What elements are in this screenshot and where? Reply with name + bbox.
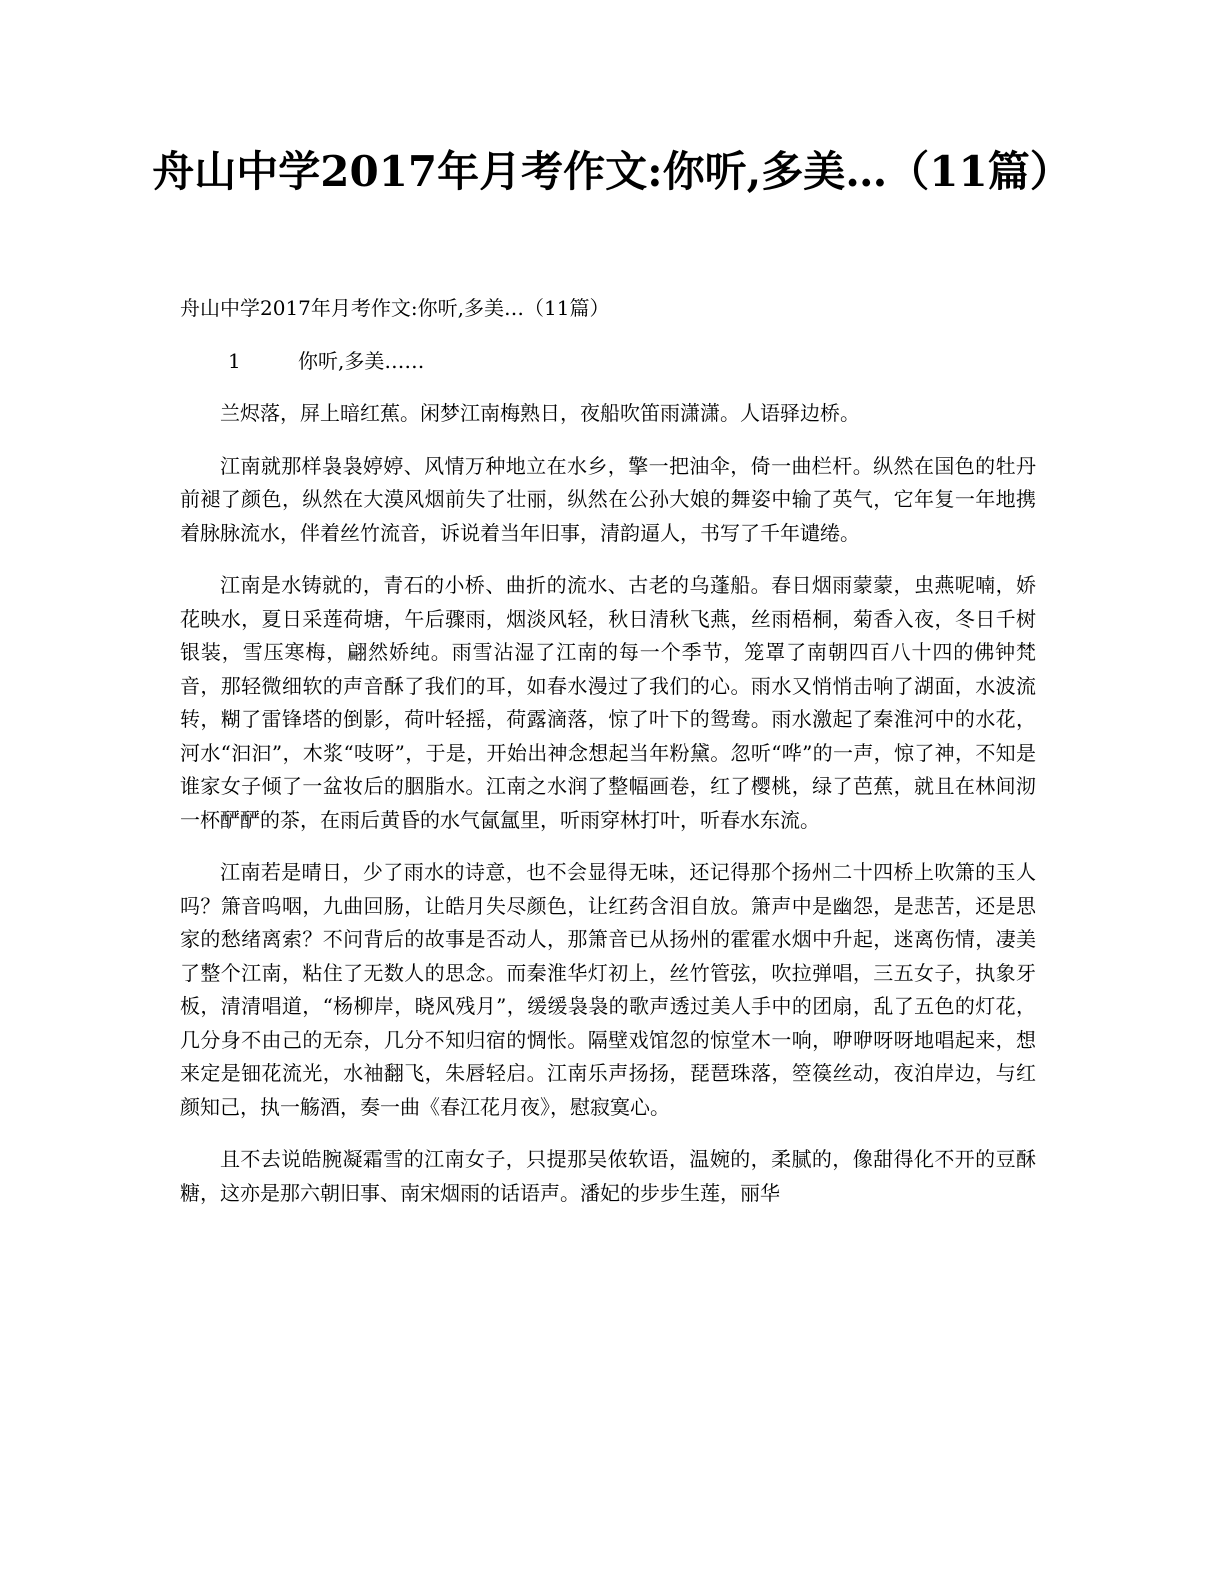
paragraph: 江南就那样袅袅婷婷、风情万种地立在水乡，擎一把油伞，倚一曲栏杆。纵然在国色的牡丹前褪了颜色，纵然在大漠风烟前失了壮丽，纵然在公孙大娘的舞姿中输了英气，它年复一年地携着脉脉流水，伴着丝竹流音，诉说着当年旧事，清韵逼人，书写了千年谴绻。 bbox=[180, 453, 1036, 545]
section-heading bbox=[180, 345, 1036, 379]
section-title: 你听,多美…… bbox=[298, 348, 425, 373]
section-number: 1 bbox=[228, 348, 241, 373]
paragraph: 兰烬落，屏上暗红蕉。闲梦江南梅熟日，夜船吹笛雨潇潇。人语驿边桥。 bbox=[220, 401, 860, 425]
document-subtitle: 舟山中学2017年月考作文:你听,多美…（11篇） bbox=[180, 296, 610, 320]
paragraph: 江南若是晴日，少了雨水的诗意，也不会显得无味，还记得那个扬州二十四桥上吹箫的玉人吗？箫音呜咽，九曲回肠，让皓月失尽颜色，让红药含泪自放。箫声中是幽怨，是悲苦，还是思家的愁绪离索？不问背后的故事是否动人，那箫音已从扬州的霍霍水烟中升起，迷离伤情，凄美了整个江南，粘住了无数人的思念。而秦淮华灯初上，丝竹管弦，吹拉弹唱，三五女子，执象牙板，清清唱道，“杨柳岸，晓风残月”，缓缓袅袅的歌声透过美人手中的团扇，乱了五色的灯花，几分身不由己的无奈，几分不知归宿的惆怅。隔壁戏馆忽的惊堂木一响，咿咿呀呀地唱起来，想来定是钿花流光，水袖翻飞，朱唇轻启。江南乐声扬扬，琵琶珠落，箜篌丝动，夜泊岸边，与红颜知己，执一觞酒，奏一曲《春江花月夜》，慰寂寞心。 bbox=[180, 860, 1036, 1119]
paragraph: 且不去说皓腕凝霜雪的江南女子，只提那吴侬软语，温婉的，柔腻的，像甜得化不开的豆酥糖，这亦是那六朝旧事、南宋烟雨的话语声。潘妃的步步生莲，丽华 bbox=[180, 1147, 1036, 1205]
paragraph: 江南是水铸就的，青石的小桥、曲折的流水、古老的乌蓬船。春日烟雨蒙蒙，虫燕呢喃，娇花映水，夏日采莲荷塘，午后骤雨，烟淡风轻，秋日清秋飞燕，丝雨梧桐，菊香入夜，冬日千树银装，雪压寒梅，翩然娇纯。雨雪沾湿了江南的每一个季节，笼罩了南朝四百八十四的佛钟梵音，那轻微细软的声音酥了我们的耳，如春水漫过了我们的心。雨水又悄悄击响了湖面，水波流转，糊了雷锋塔的倒影，荷叶轻摇，荷露滴落，惊了叶下的鸳鸯。雨水激起了秦淮河中的水花，河水“汩汩”，木浆“吱呀”，于是，开始出神念想起当年粉黛。忽听“哗”的一声，惊了神，不知是谁家女子倾了一盆妆后的胭脂水。江南之水润了整幅画卷，红了樱桃，绿了芭蕉，就且在林间沏一杯酽酽的茶，在雨后黄昏的水气氤氲里，听雨穿林打叶，听春水东流。 bbox=[180, 573, 1036, 832]
document-title: 舟山中学2017年月考作文:你听,多美…（11篇） bbox=[152, 147, 1072, 196]
document-body bbox=[180, 292, 1036, 1229]
